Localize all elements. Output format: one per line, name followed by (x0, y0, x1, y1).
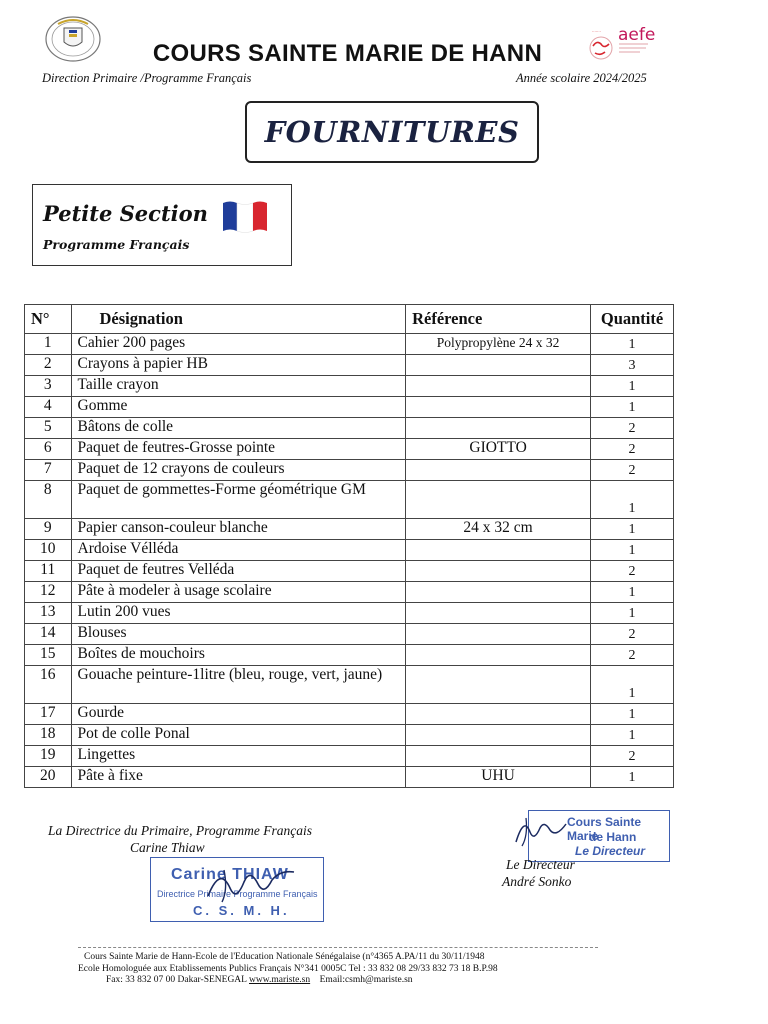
table-row (25, 519, 674, 540)
row-quantity: 2 (591, 624, 674, 645)
row-designation: Ardoise Vélléda (71, 540, 406, 561)
row-reference (406, 645, 591, 666)
footer-fax: Fax: 33 832 07 00 Dakar-SENEGAL (106, 975, 249, 985)
row-reference (406, 460, 591, 481)
header-num: N° (25, 305, 72, 334)
row-number: 11 (25, 561, 72, 582)
row-reference (406, 561, 591, 582)
right-signatory-title: Le Directeur (506, 857, 575, 872)
row-quantity: 2 (591, 561, 674, 582)
email-link[interactable]: csmh@mariste.sn (344, 975, 413, 985)
row-quantity: 3 (591, 355, 674, 376)
school-crest-icon (44, 14, 102, 64)
row-quantity: 1 (591, 603, 674, 624)
page-title: FOURNITURES (245, 101, 539, 163)
row-number: 19 (25, 746, 72, 767)
row-quantity: 1 (591, 519, 674, 540)
row-designation: Cahier 200 pages (71, 334, 406, 355)
section-title: Petite Section (43, 201, 208, 226)
row-designation: Lingettes (71, 746, 406, 767)
footer-divider (78, 947, 598, 948)
row-reference (406, 418, 591, 439)
right-stamp-line1: Cours Sainte Marie (567, 815, 642, 843)
row-number: 3 (25, 376, 72, 397)
row-quantity: 1 (591, 582, 674, 603)
table-header-row (25, 305, 674, 334)
row-number: 12 (25, 582, 72, 603)
svg-text:.......: ....... (592, 28, 601, 33)
svg-text:aefe: aefe (618, 25, 656, 45)
table-row (25, 746, 674, 767)
header-reference: Référence (406, 305, 591, 334)
table-row (25, 582, 674, 603)
row-designation: Crayons à papier HB (71, 355, 406, 376)
table-row (25, 561, 674, 582)
row-number: 15 (25, 645, 72, 666)
left-stamp-line2: Directrice Primaire Programme Français (157, 889, 318, 899)
right-signatory-name: André Sonko (502, 874, 572, 889)
section-subtitle: Programme Français (43, 237, 190, 252)
right-stamp-line2: de Hann (589, 830, 637, 844)
row-quantity: 2 (591, 460, 674, 481)
row-number: 6 (25, 439, 72, 460)
row-designation: Gomme (71, 397, 406, 418)
row-quantity: 1 (591, 725, 674, 746)
website-link[interactable]: www.mariste.sn (249, 975, 311, 985)
row-designation: Pâte à fixe (71, 767, 406, 788)
header-quantity: Quantité (591, 305, 674, 334)
row-reference: UHU (406, 767, 591, 788)
row-designation: Taille crayon (71, 376, 406, 397)
row-reference: GIOTTO (406, 439, 591, 460)
row-number: 8 (25, 481, 72, 519)
row-designation: Gouache peinture-1litre (bleu, rouge, vert, jaune) (71, 666, 406, 704)
row-quantity: 1 (591, 334, 674, 355)
row-quantity: 2 (591, 746, 674, 767)
row-quantity: 2 (591, 439, 674, 460)
right-stamp-line3: Le Directeur (575, 844, 646, 858)
row-designation: Paquet de feutres-Grosse pointe (71, 439, 406, 460)
table-row (25, 645, 674, 666)
row-designation: Paquet de feutres Velléda (71, 561, 406, 582)
row-number: 10 (25, 540, 72, 561)
row-quantity: 1 (591, 540, 674, 561)
row-number: 13 (25, 603, 72, 624)
table-row (25, 704, 674, 725)
row-reference (406, 481, 591, 519)
left-signatory-title: La Directrice du Primaire, Programme Français (48, 823, 312, 838)
row-reference: 24 x 32 cm (406, 519, 591, 540)
row-designation: Paquet de gommettes-Forme géométrique GM (71, 481, 406, 519)
table-row (25, 460, 674, 481)
row-reference (406, 725, 591, 746)
table-row (25, 439, 674, 460)
french-flag-icon (221, 197, 269, 237)
row-designation: Boîtes de mouchoirs (71, 645, 406, 666)
row-number: 18 (25, 725, 72, 746)
table-row (25, 624, 674, 645)
school-name: COURS SAINTE MARIE DE HANN (152, 40, 543, 67)
row-quantity: 1 (591, 666, 674, 704)
left-stamp-line1: Carine THIAW (171, 866, 289, 883)
table-row (25, 725, 674, 746)
row-designation: Pâte à modeler à usage scolaire (71, 582, 406, 603)
row-reference (406, 376, 591, 397)
email-label: Email: (319, 975, 345, 985)
row-number: 2 (25, 355, 72, 376)
left-stamp-line3: C. S. M. H. (193, 903, 290, 918)
row-reference (406, 704, 591, 725)
row-reference (406, 540, 591, 561)
row-quantity: 1 (591, 481, 674, 519)
table-row (25, 540, 674, 561)
left-signatory-name: Carine Thiaw (130, 840, 205, 855)
table-row (25, 418, 674, 439)
row-designation: Blouses (71, 624, 406, 645)
row-reference (406, 397, 591, 418)
table-row (25, 334, 674, 355)
row-number: 5 (25, 418, 72, 439)
header-designation: Désignation (71, 305, 406, 334)
row-number: 16 (25, 666, 72, 704)
row-designation: Gourde (71, 704, 406, 725)
row-number: 1 (25, 334, 72, 355)
table-row (25, 767, 674, 788)
table-row (25, 666, 674, 704)
direction-label: Direction Primaire /Programme Français (42, 71, 252, 85)
row-number: 20 (25, 767, 72, 788)
row-reference (406, 746, 591, 767)
row-reference (406, 603, 591, 624)
row-designation: Lutin 200 vues (71, 603, 406, 624)
row-number: 4 (25, 397, 72, 418)
footer-line1: Cours Sainte Marie de Hann-Ecole de l'Education Nationale Sénégalaise (n°4365 A.PA/11 du 30/11/1948 (84, 952, 485, 962)
aefe-globe-icon (590, 28, 612, 59)
table-row (25, 603, 674, 624)
row-quantity: 1 (591, 397, 674, 418)
row-number: 7 (25, 460, 72, 481)
aefe-logo (588, 18, 660, 70)
row-quantity: 1 (591, 767, 674, 788)
row-number: 17 (25, 704, 72, 725)
row-designation: Pot de colle Ponal (71, 725, 406, 746)
row-designation: Paquet de 12 crayons de couleurs (71, 460, 406, 481)
row-reference (406, 666, 591, 704)
supplies-table (24, 304, 674, 788)
footer (78, 952, 618, 987)
table-body (25, 334, 674, 788)
row-quantity: 1 (591, 376, 674, 397)
left-signature-scribble (200, 862, 300, 907)
right-signature-scribble (512, 812, 572, 852)
row-designation: Bâtons de colle (71, 418, 406, 439)
row-quantity: 2 (591, 418, 674, 439)
table-row (25, 481, 674, 519)
row-designation: Papier canson-couleur blanche (71, 519, 406, 540)
section-box (32, 184, 292, 266)
row-reference (406, 355, 591, 376)
row-number: 9 (25, 519, 72, 540)
table-row (25, 397, 674, 418)
row-quantity: 1 (591, 704, 674, 725)
school-year: Année scolaire 2024/2025 (516, 71, 647, 85)
row-reference (406, 582, 591, 603)
row-reference (406, 624, 591, 645)
footer-line3 (78, 975, 618, 987)
table-row (25, 376, 674, 397)
row-quantity: 2 (591, 645, 674, 666)
table-row (25, 355, 674, 376)
row-reference: Polypropylène 24 x 32 (406, 334, 591, 355)
row-number: 14 (25, 624, 72, 645)
footer-line2: Ecole Homologuée aux Etablissements Publics Français N°341 0005C Tel : 33 832 08 29/33 832 73 18 B.P.98 (78, 963, 498, 974)
